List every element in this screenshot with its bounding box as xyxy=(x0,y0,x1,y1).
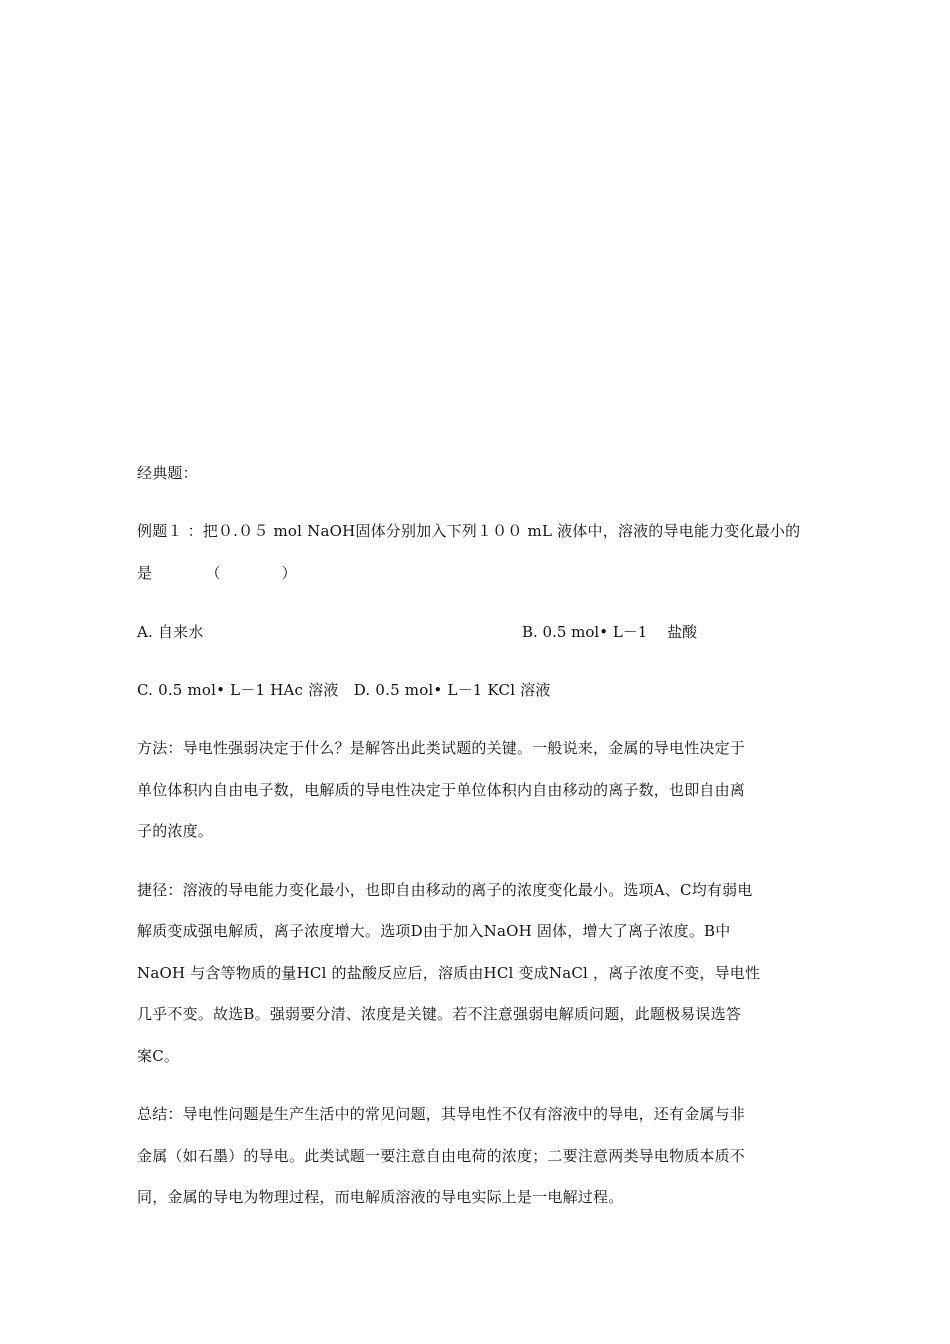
summary-line-2: 金属（如石墨）的导电。此类试题一要注意自由电荷的浓度；二要注意两类导电物质本质不 xyxy=(137,1147,746,1165)
option-a: A. 自来水 xyxy=(137,623,204,641)
summary-line-1: 总结：导电性问题是生产生活中的常见问题，其导电性不仅有溶液中的导电，还有金属与非 xyxy=(137,1105,746,1123)
method-line-1: 方法：导电性强弱决定于什么？是解答出此类试题的关键。一般说来，金属的导电性决定于 xyxy=(137,739,746,757)
question-line-1: 例题１ ：把０.０５ mol NaOH固体分别加入下列１００ mL 液体中，溶液的导电能力变化最小的 xyxy=(137,522,801,540)
shortcut-line-4: 几乎不变。故选B。强弱要分清、浓度是关键。若不注意强弱电解质问题，此题极易误选答 xyxy=(137,1005,742,1023)
summary-line-3: 同，金属的导电为物理过程，而电解质溶液的导电实际上是一电解过程。 xyxy=(137,1188,624,1206)
method-line-2: 单位体积内自由电子数，电解质的导电性决定于单位体积内自由移动的离子数，也即自由离 xyxy=(137,781,746,799)
option-b: B. 0.5 mol• L－1 盐酸 xyxy=(522,623,698,641)
section-heading: 经典题： xyxy=(137,464,198,482)
question-line-2: 是 （ ） xyxy=(137,564,297,582)
shortcut-line-5: 案C。 xyxy=(137,1047,180,1065)
method-line-3: 子的浓度。 xyxy=(137,822,214,840)
option-c-d: C. 0.5 mol• L－1 HAc 溶液 D. 0.5 mol• L－1 KCl 溶液 xyxy=(137,681,551,699)
shortcut-line-1: 捷径：溶液的导电能力变化最小，也即自由移动的离子的浓度变化最小。选项A、C均有弱电 xyxy=(137,881,753,899)
shortcut-line-2: 解质变成强电解质，离子浓度增大。选项D由于加入NaOH 固体，增大了离子浓度。B中 xyxy=(137,922,731,940)
shortcut-line-3: NaOH 与含等物质的量HCl 的盐酸反应后，溶质由HCl 变成NaCl ，离子浓度不变，导电性 xyxy=(137,964,761,982)
